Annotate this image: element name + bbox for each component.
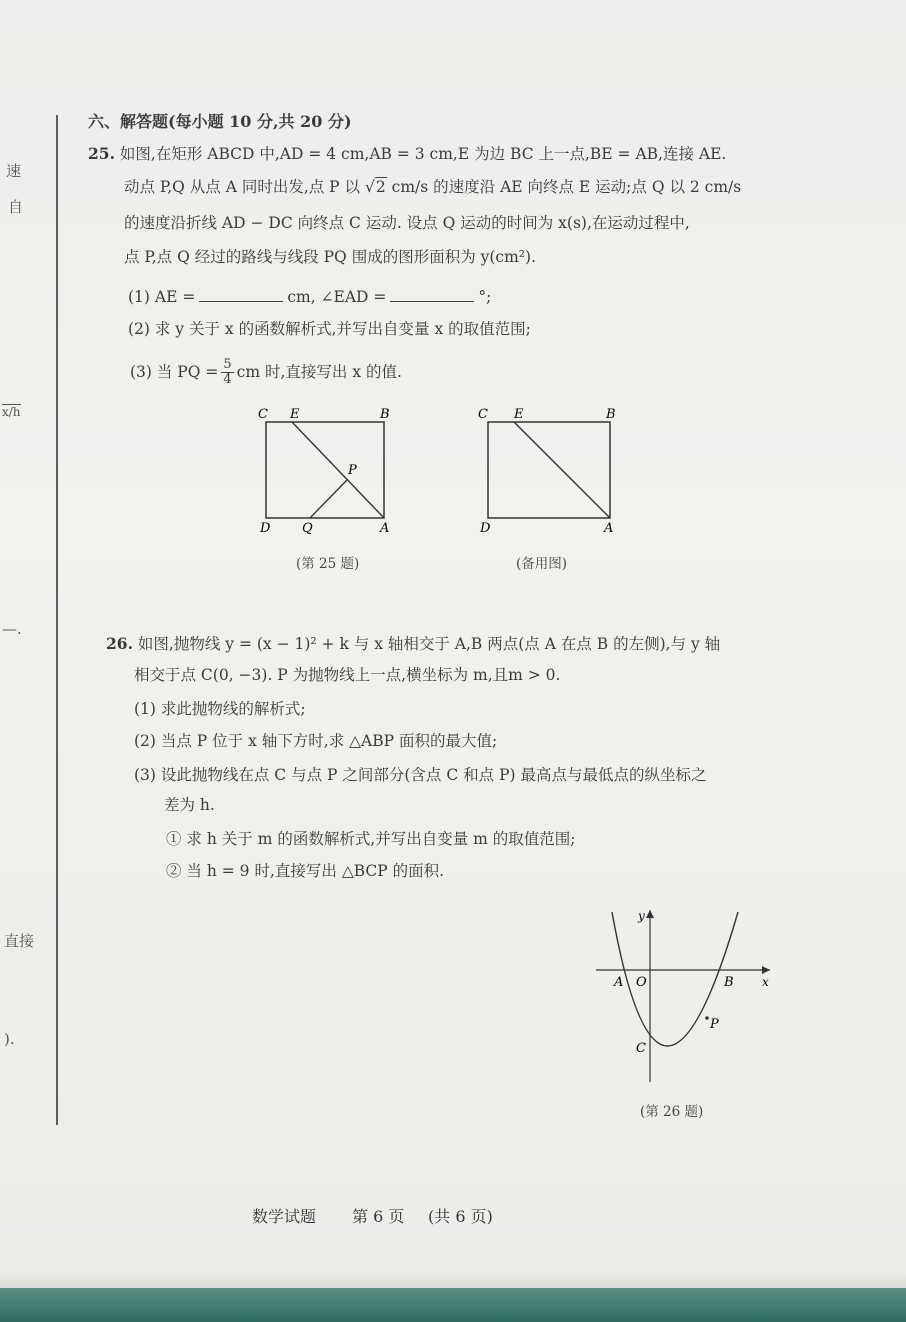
binding-margin-line xyxy=(56,115,58,1125)
label-d: D xyxy=(480,521,491,536)
q26-part1: (1) 求此抛物线的解析式; xyxy=(134,700,306,718)
caption-backup-figure: (备用图) xyxy=(516,556,568,572)
label-a: A xyxy=(604,521,614,536)
figure-backup xyxy=(472,400,632,540)
label-d: D xyxy=(260,521,271,536)
answer-blank-ae xyxy=(199,288,283,302)
segment-ae xyxy=(292,422,384,518)
label-a: A xyxy=(614,975,624,990)
q25-line2 xyxy=(124,180,741,196)
margin-fragment: ). xyxy=(4,1030,15,1048)
label-p: P xyxy=(348,463,357,478)
footer-subject: 数学试题 xyxy=(252,1207,317,1226)
label-o: O xyxy=(636,975,647,990)
q25-text-1: 如图,在矩形 ABCD 中,AD = 4 cm,AB = 3 cm,E 为边 BC 上一点,BE = AB,连接 AE. xyxy=(119,145,727,163)
label-x: x xyxy=(762,975,769,989)
sqrt-radicand: 2 xyxy=(375,178,386,196)
label-b: B xyxy=(724,975,734,990)
q25-part1 xyxy=(128,288,491,306)
rectangle-abcd-backup xyxy=(488,422,610,518)
q25-line4: 点 P,点 Q 经过的路线与线段 PQ 围成的图形面积为 y(cm²). xyxy=(124,248,536,266)
margin-fragment: —. xyxy=(2,620,22,638)
q26-sub1: ① 求 h 关于 m 的函数解析式,并写出自变量 m 的取值范围; xyxy=(166,830,576,848)
q25-text-2a: 动点 P,Q 从点 A 同时出发,点 P 以 xyxy=(124,178,365,196)
label-e: E xyxy=(514,407,524,422)
caption-figure-26: (第 26 题) xyxy=(640,1104,704,1120)
rectangle-abcd xyxy=(266,422,384,518)
label-c: C xyxy=(478,407,488,422)
label-b: B xyxy=(380,407,390,422)
margin-fragment: 速 xyxy=(6,162,22,180)
label-b: B xyxy=(606,407,616,422)
label-c: C xyxy=(258,407,268,422)
label-e: E xyxy=(290,407,300,422)
fraction-denominator: 4 xyxy=(223,372,232,388)
q25-line1 xyxy=(88,146,726,163)
label-q: Q xyxy=(302,521,313,536)
q25-line3: 的速度沿折线 AD − DC 向终点 C 运动. 设点 Q 运动的时间为 x(s),在运动过程中, xyxy=(124,214,690,232)
caption-figure-25: (第 25 题) xyxy=(296,556,360,572)
q25-part3-b: cm 时,直接写出 x 的值. xyxy=(236,362,402,381)
q25-number: 25. xyxy=(88,144,115,163)
q26-part3-cont: 差为 h. xyxy=(164,796,215,814)
segment-ae-backup xyxy=(514,422,610,518)
q25-part2: (2) 求 y 关于 x 的函数解析式,并写出自变量 x 的取值范围; xyxy=(128,320,531,338)
q25-part1-c: °; xyxy=(478,288,492,306)
q25-text-2b: cm/s 的速度沿 AE 向终点 E 运动;点 Q 以 2 cm/s xyxy=(386,178,742,196)
margin-fragment: x/h xyxy=(2,405,21,419)
margin-fragment: 自 xyxy=(8,198,24,216)
q26-part2: (2) 当点 P 位于 x 轴下方时,求 △ABP 面积的最大值; xyxy=(134,732,498,750)
x-axis-arrow xyxy=(762,966,770,974)
segment-pq xyxy=(310,480,347,518)
sqrt-symbol: √ xyxy=(364,178,375,196)
desk-surface xyxy=(0,1288,906,1322)
footer-page-number: 第 6 页 xyxy=(352,1207,405,1226)
q25-part3-a: (3) 当 PQ = xyxy=(130,362,219,381)
label-a: A xyxy=(380,521,390,536)
section-heading: 六、解答题(每小题 10 分,共 20 分) xyxy=(88,112,352,131)
q26-part3: (3) 设此抛物线在点 C 与点 P 之间部分(含点 C 和点 P) 最高点与最低点的纵坐标之 xyxy=(134,766,707,784)
footer-total-pages: (共 6 页) xyxy=(428,1207,493,1226)
q25-part3 xyxy=(130,358,402,388)
q26-text-1: 如图,抛物线 y = (x − 1)² + k 与 x 轴相交于 A,B 两点(点 A 在点 B 的左侧),与 y 轴 xyxy=(137,635,721,653)
q25-part1-a: (1) AE = xyxy=(128,288,196,306)
q26-number: 26. xyxy=(106,634,133,653)
parabola-curve xyxy=(612,912,738,1046)
q25-part1-b: cm, ∠EAD = xyxy=(287,288,387,306)
label-c: C xyxy=(636,1041,646,1056)
q26-sub2: ② 当 h = 9 时,直接写出 △BCP 的面积. xyxy=(166,862,445,880)
q26-line2: 相交于点 C(0, −3). P 为抛物线上一点,横坐标为 m,且m > 0. xyxy=(134,666,561,684)
y-axis-arrow xyxy=(646,910,654,918)
figure-26 xyxy=(590,900,780,1090)
fraction-numerator: 5 xyxy=(223,357,232,372)
figure-25 xyxy=(250,400,410,540)
fraction-five-fourths xyxy=(221,358,233,388)
answer-blank-angle xyxy=(390,288,474,302)
label-p: P xyxy=(710,1017,719,1032)
q26-line1 xyxy=(106,636,720,653)
point-p xyxy=(705,1016,709,1020)
margin-fragment: 直接 xyxy=(4,932,35,950)
label-y: y xyxy=(638,909,645,923)
